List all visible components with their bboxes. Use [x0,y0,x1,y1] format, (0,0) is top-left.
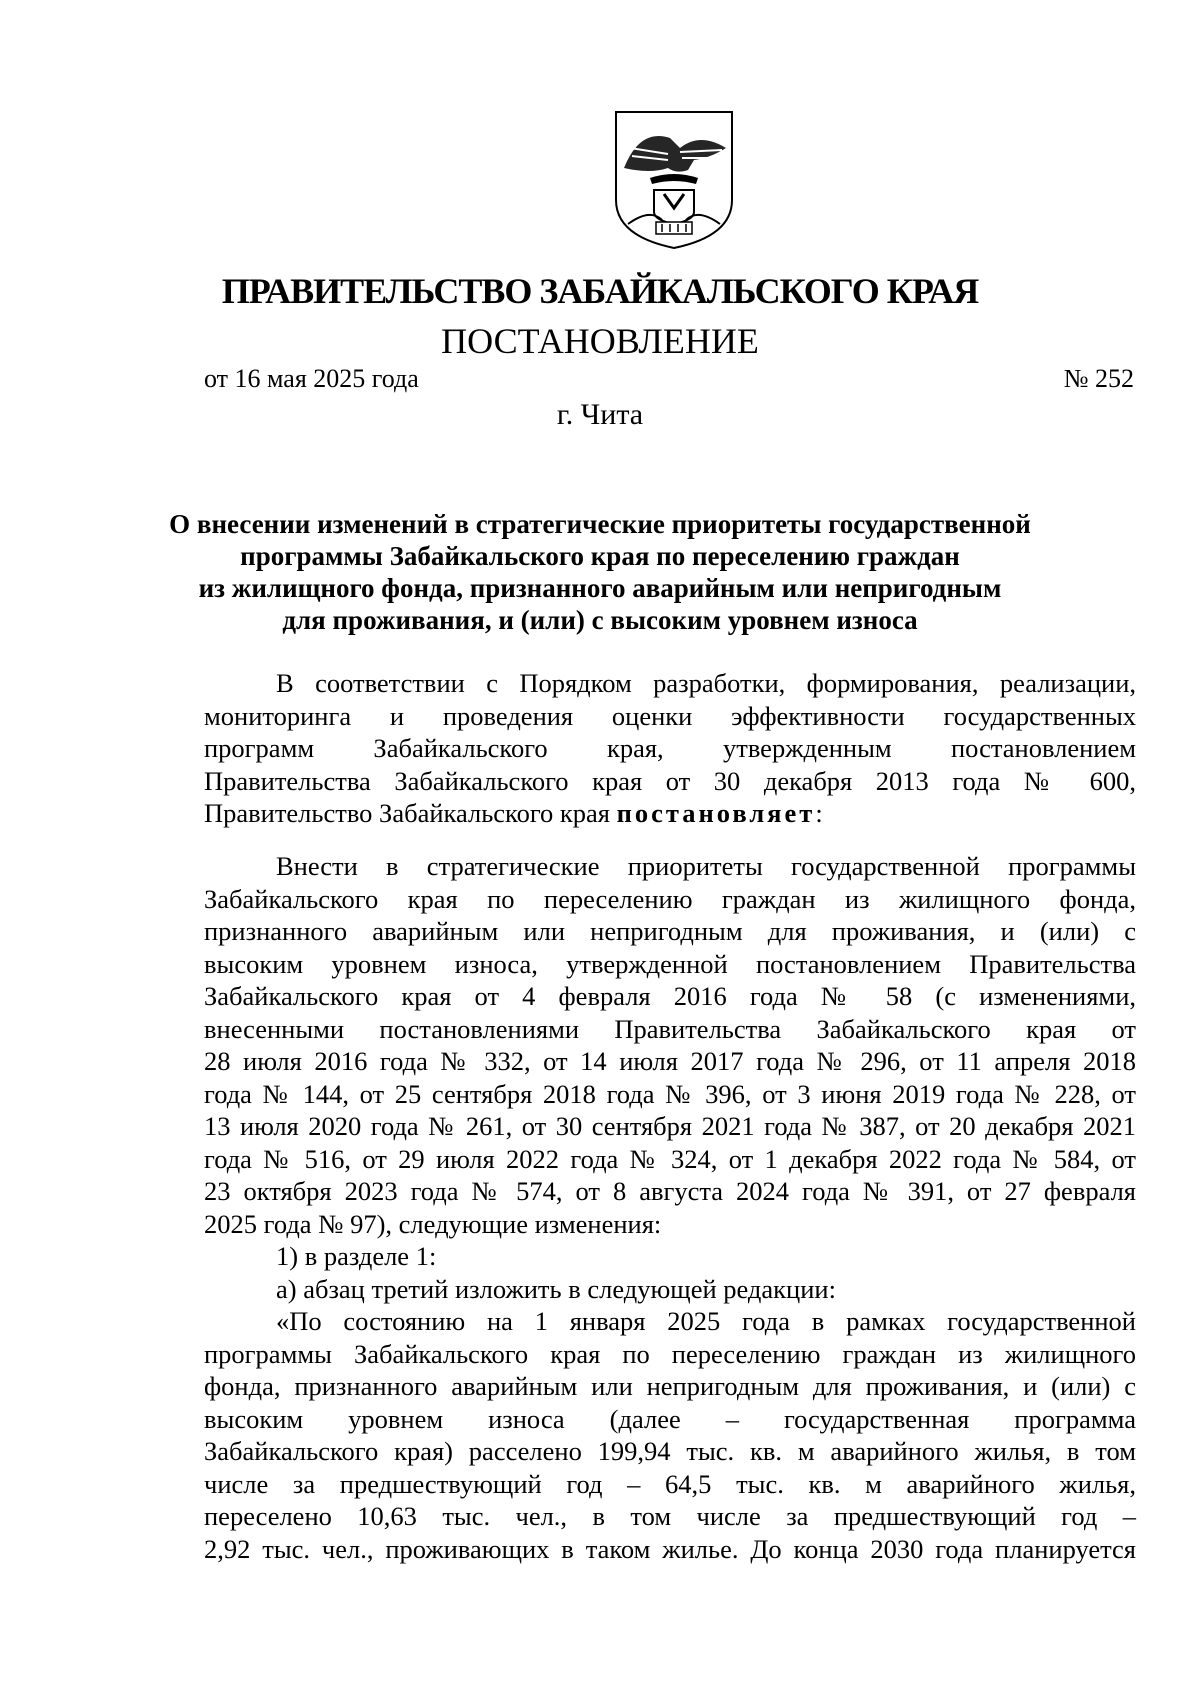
text-line: 2,92 тыс. чел., проживающих в таком жилье. До конца 2030 года планируется [204,1533,1136,1564]
text-line: Внести в стратегические приоритеты государственной программы [276,851,1136,881]
text-line: высоким уровнем износа, утвержденной постановлением Правительства [204,948,1136,979]
text-line: фонда, признанного аварийным или непригодным для проживания, и (или) с [204,1371,1136,1401]
preamble-paragraph [204,667,1136,830]
text-line: Правительства Забайкальского края от 30 декабря 2013 года № 600, [204,765,1136,796]
text-line: переселено 10,63 тыс. чел., в том числе за предшествующий год – [204,1501,1136,1531]
text-line: мониторинга и проведения оценки эффективности государственных [204,700,1136,731]
text-line: 13 июля 2020 года № 261, от 30 сентября 2021 года № 387, от 20 декабря 2021 [204,1111,1136,1141]
coat-of-arms-icon [610,108,738,250]
keyword-resolves: постановляет [616,798,816,828]
text-line: числе за предшествующий год – 64,5 тыс. кв. м аварийного жилья, [204,1468,1136,1499]
subject-line: для проживания, и (или) с высоким уровнем износа [282,605,918,635]
text-line [204,797,1136,830]
text-line: года № 144, от 25 сентября 2018 года № 396, от 3 июня 2019 года № 228, от [204,1078,1136,1109]
document-date: от 16 мая 2025 года [204,364,419,393]
text-line: 1) в разделе 1: [276,1241,437,1271]
text-line: программы Забайкальского края по переселению граждан из жилищного [204,1338,1136,1369]
resolution-text [204,850,1136,1565]
text-line: Забайкальского края от 4 февраля 2016 года № 58 (с изменениями, [204,981,1136,1011]
text-line: высоким уровнем износа (далее – государственная программа [204,1403,1136,1434]
text-line: Забайкальского края) расселено 199,94 тыс. кв. м аварийного жилья, в том [204,1436,1136,1466]
text-line: В соответствии с Порядком разработки, формирования, реализации, [276,668,1136,698]
text-line: 23 октября 2023 года № 574, от 8 августа 2024 года № 391, от 27 февраля [204,1176,1136,1206]
subject-line: программы Забайкальского края по переселению граждан [240,541,960,571]
text-line: «По состоянию на 1 января 2025 года в рамках государственной [276,1306,1136,1336]
subject-line: из жилищного фонда, признанного аварийным или непригодным [198,573,1002,603]
text-line: Забайкальского края по переселению граждан из жилищного фонда, [204,883,1136,914]
document-subject [150,508,1050,636]
government-name: ПРАВИТЕЛЬСТВО ЗАБАЙКАЛЬСКОГО КРАЯ [221,271,979,311]
subject-line: О внесении изменений в стратегические приоритеты государственной [169,509,1031,539]
text-line: признанного аварийным или непригодным для проживания, и (или) с [204,916,1136,946]
document-number: № 252 [1063,364,1134,393]
document-city: г. Чита [556,398,644,431]
text-fragment: : [815,798,823,828]
text-fragment: Правительство Забайкальского края [204,798,617,828]
text-line: 28 июля 2016 года № 332, от 14 июля 2017 года № 296, от 11 апреля 2018 [204,1046,1136,1076]
text-line: года № 516, от 29 июля 2022 года № 324, от 1 декабря 2022 года № 584, от [204,1143,1136,1174]
document-type: ПОСТАНОВЛЕНИЕ [441,321,759,361]
text-line: 2025 года № 97), следующие изменения: [204,1208,662,1239]
text-line: программ Забайкальского края, утвержденным постановлением [204,733,1136,763]
text-line: а) абзац третий изложить в следующей редакции: [276,1273,836,1304]
text-line: внесенными постановлениями Правительства Забайкальского края от [204,1013,1136,1044]
